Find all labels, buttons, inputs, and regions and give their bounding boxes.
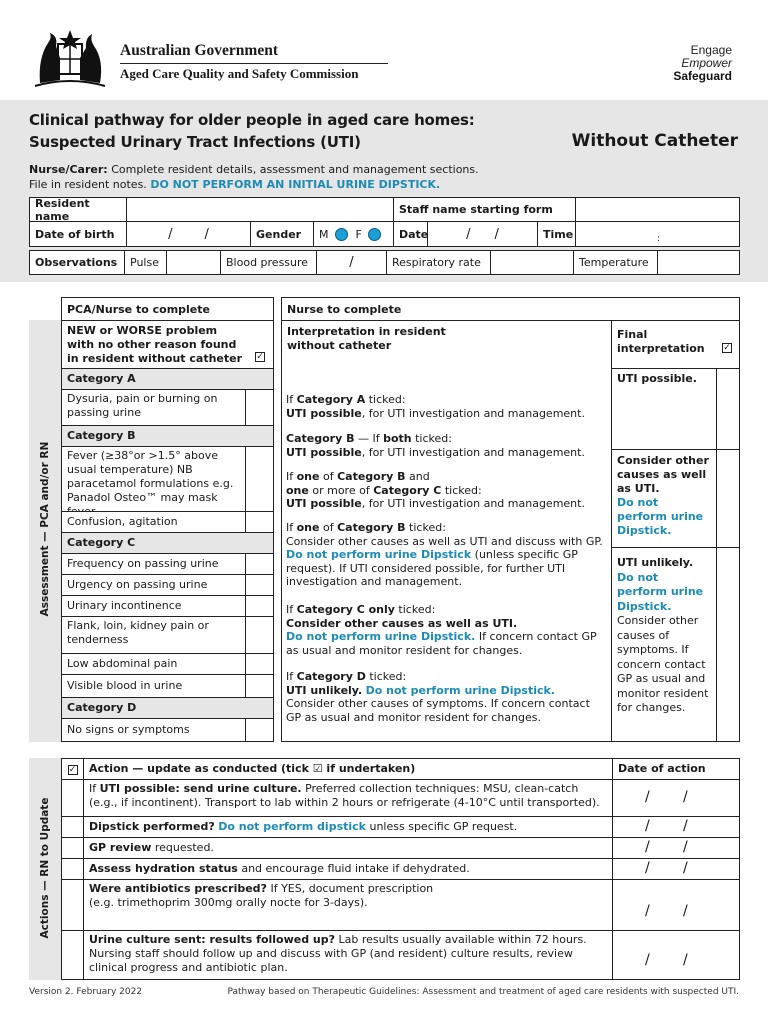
rule-category-b-c: If one of Category B and one or more of Category C ticked: UTI possible, for UTI investigation and management. [286,470,585,510]
tick-icon: ✓ [256,352,264,362]
dob-field[interactable] [127,222,251,247]
date-separator: / [683,860,688,876]
pulse-label: Pulse [125,251,167,274]
category-a-header: Category A [61,368,274,390]
category-d-header: Category D [61,697,274,719]
final-header-text: Final interpretation [617,328,705,355]
action-culture-followup: Urine culture sent: results followed up? Lab results usually available within 72 hours. Nursing staff should follow up and discuss with GP (and resident) culture results, review clinical progress and antibiotic plan. [83,930,613,980]
interpretation-header: Interpretation in resident without catheter [287,325,446,352]
date-separator: / [645,818,650,834]
bp-label: Blood pressure [221,251,317,274]
date-separator: / [683,903,688,919]
time-label: Time [538,222,576,247]
date-separator: / [204,227,209,242]
footer-reference: Pathway based on Therapeutic Guidelines: Assessment and treatment of aged care residents with suspected UTI. [227,987,739,997]
final-consider-other [611,449,717,548]
final-consider-causes-text: Consider other causes of symptoms. If concern contact GP as usual and monitor resident for changes. [617,614,709,714]
tagline [673,44,732,83]
action-antibiotics: Were antibiotics prescribed? If YES, document prescription (e.g. trimethoprim 300mg orally nocte for 3-days). [83,879,613,931]
action-date-2[interactable] [612,816,740,838]
action-checkbox-3[interactable] [61,837,84,859]
interpretation-column [281,320,612,742]
date-field[interactable] [428,222,538,247]
final-header [611,320,740,369]
action-date-1[interactable] [612,779,740,817]
category-c-header: Category C [61,532,274,554]
date-separator: / [645,903,650,919]
category-b-item-2: Confusion, agitation [61,511,246,533]
time-field[interactable] [576,222,741,247]
dob-label: Date of birth [30,222,127,247]
date-separator: / [683,952,688,968]
gender-field [314,222,394,247]
pca-header: PCA/Nurse to complete [61,297,274,321]
rule-category-b-both: Category B — If both ticked: UTI possible, for UTI investigation and management. [286,432,585,459]
observations-table [29,250,740,275]
date-separator: / [645,952,650,968]
action-checkbox-1[interactable] [61,779,84,817]
rule-category-d: If Category D ticked: UTI unlikely. Do not perform urine Dipstick. Consider other causes of symptoms. If concern contact GP as usual and monitor resident for changes. [286,670,590,724]
date-separator: / [645,839,650,855]
gender-male-label: M [319,228,329,241]
date-of-action-header: Date of action [612,758,740,780]
intro-line1: Nurse/Carer: Complete resident details, assessment and management sections. [29,163,479,176]
bp-separator: / [349,255,354,270]
variant-title: Without Catheter [571,131,738,151]
header [0,0,768,100]
final-uti-unlikely-checkbox[interactable] [716,547,740,742]
category-c-checkbox-4[interactable] [245,616,274,654]
gender-female-radio[interactable] [368,228,381,241]
resident-name-label: Resident name [30,198,127,221]
gender-label: Gender [251,222,314,247]
action-dipstick: Dipstick performed? Do not perform dipstick unless specific GP request. [83,816,613,838]
final-no-dipstick-text-2: Do not perform urine Dipstick. [617,570,704,613]
gender-male-radio[interactable] [335,228,348,241]
temp-label: Temperature [574,251,658,274]
staff-name-field[interactable] [576,198,741,221]
final-consider-other-text: Consider other causes as well as UTI. [617,454,709,495]
bp-field[interactable] [317,251,387,274]
rule-category-a: If Category A ticked: UTI possible, for UTI investigation and management. [286,393,585,420]
category-c-item-6: Visible blood in urine [61,674,246,698]
date-separator: / [645,860,650,876]
date-separator: / [645,789,650,805]
category-c-checkbox-2[interactable] [245,574,274,596]
category-c-item-2: Urgency on passing urine [61,574,246,596]
category-b-checkbox-2[interactable] [245,511,274,533]
tagline-engage: Engage [690,43,732,57]
tagline-safeguard: Safeguard [673,69,732,83]
category-c-checkbox-5[interactable] [245,653,274,675]
footer-version: Version 2. February 2022 [29,987,143,997]
date-separator: / [494,227,499,242]
date-separator: / [168,227,173,242]
category-c-item-3: Urinary incontinence [61,595,246,617]
final-no-dipstick-text: Do not perform urine Dipstick. [617,496,704,537]
tick-icon: ✓ [68,765,77,775]
action-date-6[interactable] [612,930,740,980]
page-title-line2: Suspected Urinary Tract Infections (UTI) [29,133,361,151]
action-date-5[interactable] [612,879,740,931]
time-separator: : [656,233,661,244]
final-uti-possible-checkbox[interactable] [716,368,740,450]
category-c-item-1: Frequency on passing urine [61,553,246,575]
category-c-checkbox-3[interactable] [245,595,274,617]
category-d-item-1: No signs or symptoms [61,718,246,742]
tagline-empower: Empower [681,56,732,70]
gov-title: Australian Government [120,42,279,59]
date-separator: / [683,818,688,834]
category-c-item-4: Flank, loin, kidney pain or tenderness [61,616,246,654]
action-checkbox-4[interactable] [61,858,84,880]
nurse-header: Nurse to complete [281,297,740,321]
action-date-4[interactable] [612,858,740,880]
rule-category-b-one: If one of Category B ticked: Consider other causes as well as UTI and discuss with GP. Do not perform urine Dipstick (unless specific GP request). If UTI considered possible, for further UTI investigation and management. [286,521,603,588]
resident-name-field[interactable] [127,198,394,221]
assessment-side-label: Assessment — PCA and/or RN [39,441,51,617]
gender-female-label: F [355,228,362,241]
actions-side-label: Actions — RN to Update [39,797,51,939]
action-checkbox-6[interactable] [61,930,84,980]
category-b-header: Category B [61,425,274,447]
date-label: Date [394,222,428,247]
final-uti-unlikely-text: UTI unlikely. [617,556,694,569]
page-title-line1: Clinical pathway for older people in aged care homes: [29,111,475,129]
date-separator: / [683,839,688,855]
final-consider-other-checkbox[interactable] [716,449,740,548]
tick-icon: ✓ [723,343,731,353]
date-separator: / [683,789,688,805]
rr-field[interactable] [491,251,574,274]
category-b-item-1: Fever (≥38°or >1.5° above usual temperature) NB paracetamol formulations e.g. Panadol Osteo™ may mask [61,446,246,512]
action-hydration: Assess hydration status and encourage fluid intake if dehydrated. [83,858,613,880]
actions-header: Action — update as conducted (tick ☑ if undertaken) [83,758,613,780]
category-a-checkbox-1[interactable] [245,389,274,426]
staff-name-label: Staff name starting form [394,198,576,221]
category-c-checkbox-1[interactable] [245,553,274,575]
pulse-field[interactable] [167,251,221,274]
problem-header [61,320,274,369]
actions-tick-header [61,758,84,780]
gov-subtitle: Aged Care Quality and Safety Commission [120,66,359,81]
rr-label: Respiratory rate [387,251,491,274]
resident-details-table [29,197,740,247]
action-checkbox-2[interactable] [61,816,84,838]
date-separator: / [466,227,471,242]
problem-header-text: NEW or WORSE problem with no other reason found in resident without catheter [67,324,243,365]
final-uti-unlikely [611,547,717,742]
category-c-checkbox-6[interactable] [245,674,274,698]
final-uti-possible: UTI possible. [611,368,717,450]
action-date-3[interactable] [612,837,740,859]
temp-field[interactable] [658,251,741,274]
category-b-checkbox-1[interactable] [245,446,274,512]
category-d-checkbox-1[interactable] [245,718,274,742]
intro-line2: File in resident notes. DO NOT PERFORM AN INITIAL URINE DIPSTICK. [29,178,441,191]
action-urine-culture: If UTI possible: send urine culture. Preferred collection techniques: MSU, clean-catch (e.g., if incontinent). Transport to lab within 2 hours or refrigerate (4-10°C until transported). [83,779,613,817]
rule-category-c-only: If Category C only ticked: Consider other causes as well as UTI. Do not perform urine Dipstick. If concern contact GP as usual and monitor resident for changes. [286,603,597,657]
action-gp-review: GP review requested. [83,837,613,859]
category-a-item-1: Dysuria, pain or burning on passing urine [61,389,246,426]
action-checkbox-5[interactable] [61,879,84,931]
category-c-item-5: Low abdominal pain [61,653,246,675]
coat-of-arms-icon [30,28,110,90]
observations-label: Observations [30,251,125,274]
divider [120,63,388,64]
